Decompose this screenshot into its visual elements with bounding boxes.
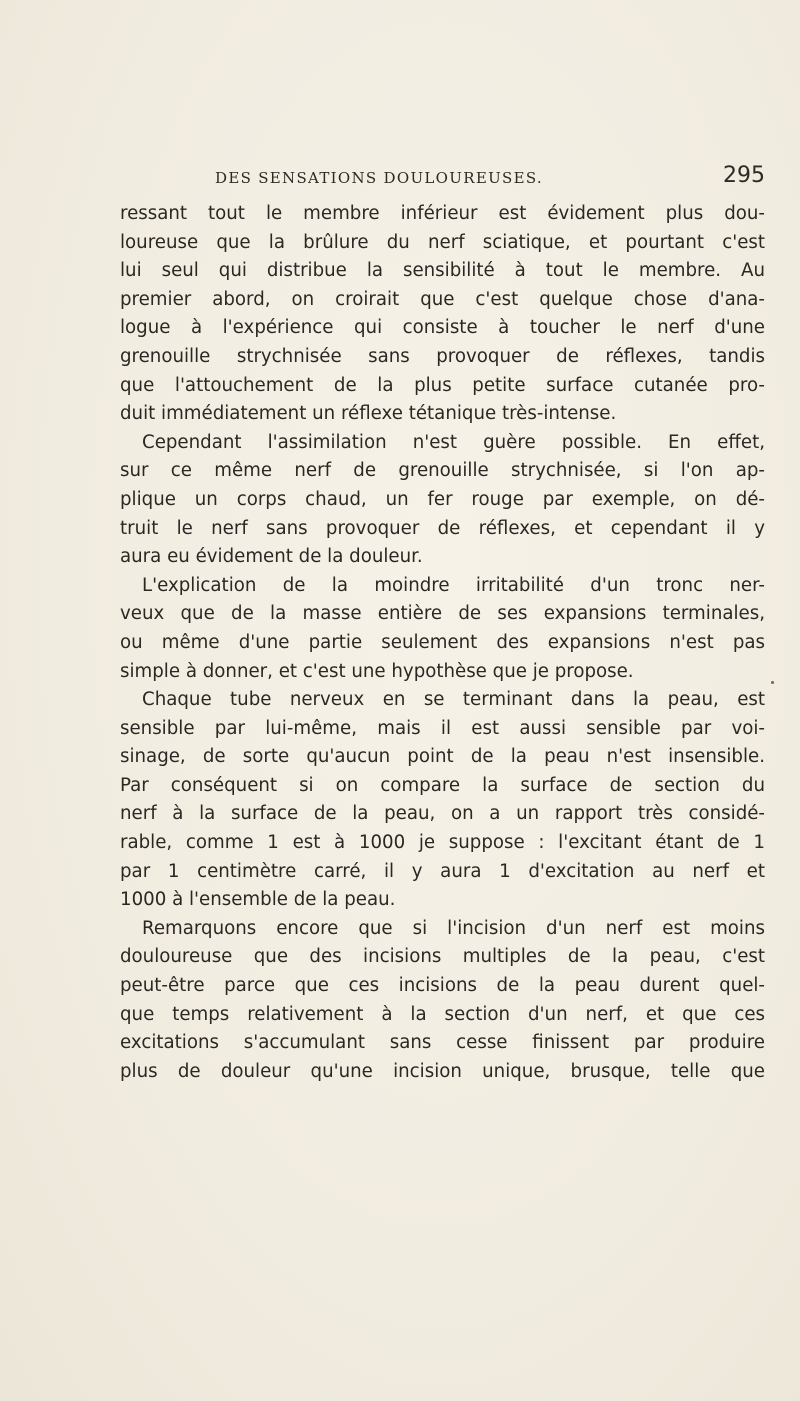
text-line: 1000 à l'ensemble de la peau. [120, 889, 396, 911]
text-line: par 1 centimètre carré, il y aura 1 d'excitation au nerf et [120, 860, 765, 882]
text-line: sinage, de sorte qu'aucun point de la peau n'est insensible. [120, 746, 765, 768]
text-line: loureuse que la brûlure du nerf sciatique, et pourtant c'est [120, 231, 765, 253]
text-line: Par conséquent si on compare la surface de section du [120, 774, 765, 796]
text-line: sensible par lui-même, mais il est aussi sensible par voi- [120, 717, 765, 739]
text-line: lui seul qui distribue la sensibilité à tout le membre. Au [120, 260, 765, 282]
text-line: que temps relativement à la section d'un nerf, et que ces [120, 1003, 765, 1025]
text-line: plus de douleur qu'une incision unique, brusque, telle que [120, 1060, 765, 1082]
paragraph-start-line: L'explication de la moindre irritabilité d'un tronc ner- [142, 574, 765, 596]
text-line: premier abord, on croirait que c'est quelque chose d'ana- [120, 288, 765, 310]
text-line: veux que de la masse entière de ses expansions terminales, [120, 603, 765, 625]
text-line: sur ce même nerf de grenouille strychnisée, si l'on ap- [120, 460, 765, 482]
text-line: plique un corps chaud, un fer rouge par exemple, on dé- [120, 488, 765, 510]
text-line: simple à donner, et c'est une hypothèse que je propose. [120, 660, 634, 682]
paragraph-start-line: Cependant l'assimilation n'est guère possible. En effet, [142, 431, 765, 453]
text-line: douloureuse que des incisions multiples de la peau, c'est [120, 946, 765, 968]
text-line: nerf à la surface de la peau, on a un rapport très considé- [120, 803, 765, 825]
text-line: truit le nerf sans provoquer de réflexes, et cependant il y [120, 517, 765, 539]
text-line: excitations s'accumulant sans cesse finissent par produire [120, 1032, 765, 1054]
text-line: ou même d'une partie seulement des expansions n'est pas [120, 631, 765, 653]
text-line: que l'attouchement de la plus petite surface cutanée pro- [120, 374, 765, 396]
text-line: logue à l'expérience qui consiste à toucher le nerf d'une [120, 317, 765, 339]
paragraph-start-line: Remarquons encore que si l'incision d'un nerf est moins [142, 917, 765, 939]
text-line: aura eu évidement de la douleur. [120, 546, 423, 568]
running-head: DES SENSATIONS DOULOUREUSES. [215, 169, 543, 187]
print-speck [771, 681, 774, 684]
text-line: rable, comme 1 est à 1000 je suppose : l'excitant étant de 1 [120, 832, 765, 854]
text-line: duit immédiatement un réflexe tétanique très-intense. [120, 403, 617, 425]
page-header [215, 163, 765, 193]
text-line: grenouille strychnisée sans provoquer de réflexes, tandis [120, 345, 765, 367]
text-line: ressant tout le membre inférieur est évidement plus dou- [120, 203, 765, 224]
text-line: peut-être parce que ces incisions de la peau durent quel- [120, 975, 765, 997]
body-text [120, 200, 765, 1086]
page-number: 295 [723, 163, 765, 188]
paragraph-start-line: Chaque tube nerveux en se terminant dans la peau, est [142, 689, 765, 711]
